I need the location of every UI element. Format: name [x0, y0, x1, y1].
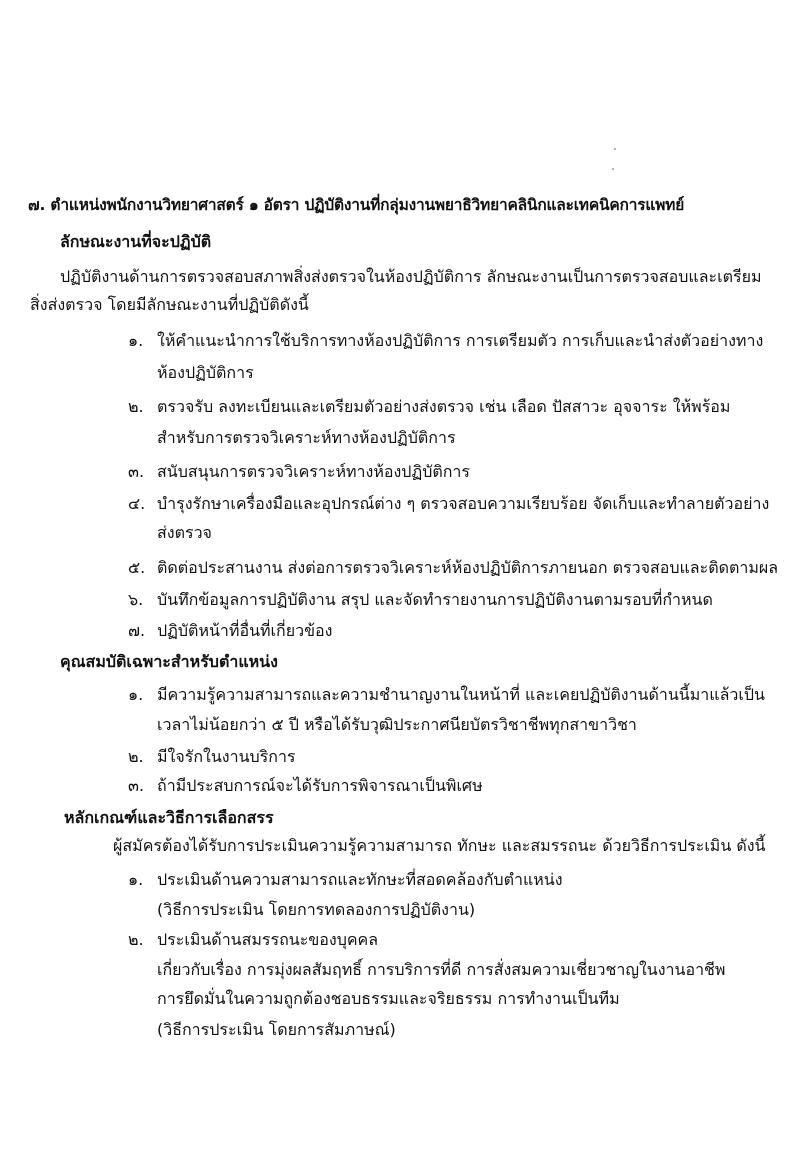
- list-item-cont: เกี่ยวกับเรื่อง การมุ่งผลสัมฤทธิ์ การบริการที่ดี การสั่งสมความเชี่ยวชาญในงานอาชีพ: [157, 960, 726, 979]
- list-item: มีความรู้ความสามารถและความชำนาญงานในหน้าที่ และเคยปฏิบัติงานด้านนี้มาแล้วเป็น: [157, 685, 765, 704]
- job-description-title: ลักษณะงานที่จะปฏิบัติ: [60, 232, 212, 251]
- list-item-number: ๑.: [128, 870, 144, 889]
- job-description-intro: ปฏิบัติงานด้านการตรวจสอบสภาพสิ่งส่งตรวจในห้องปฏิบัติการ ลักษณะงานเป็นการตรวจสอบและเตรียม: [60, 267, 762, 286]
- selection-intro: ผู้สมัครต้องได้รับการประเมินความรู้ความสามารถ ทักษะ และสมรรถนะ ด้วยวิธีการประเมิน ดังนี้: [113, 836, 766, 855]
- list-item: ประเมินด้านความสามารถและทักษะที่สอดคล้องกับตำแหน่ง: [157, 870, 563, 889]
- position-heading: ๗. ตำแหน่งพนักงานวิทยาศาสตร์ ๑ อัตรา ปฏิบัติงานที่กลุ่มงานพยาธิวิทยาคลินิกและเทคนิคการแพทย์: [28, 196, 685, 214]
- list-item-number: ๕.: [128, 558, 146, 577]
- list-item-number: ๗.: [128, 621, 146, 640]
- list-item-number: ๑.: [128, 331, 144, 350]
- list-item-cont: การยึดมั่นในความถูกต้องชอบธรรมและจริยธรรม การทำงานเป็นทีม: [157, 989, 620, 1008]
- list-item-number: ๓.: [128, 776, 145, 795]
- list-item-number: ๑.: [128, 685, 144, 704]
- list-item: ตรวจรับ ลงทะเบียนและเตรียมตัวอย่างส่งตรวจ เช่น เลือด ปัสสาวะ อุจจาระ ให้พร้อม: [157, 397, 731, 416]
- list-item-cont: ส่งตรวจ: [157, 523, 212, 542]
- list-item-cont: (วิธีการประเมิน โดยการสัมภาษณ์): [157, 1020, 396, 1039]
- list-item-cont: ห้องปฏิบัติการ: [157, 363, 254, 382]
- list-item: ถ้ามีประสบการณ์จะได้รับการพิจารณาเป็นพิเศษ: [157, 776, 483, 795]
- list-item: บันทึกข้อมูลการปฏิบัติงาน สรุป และจัดทำรายงานการปฏิบัติงานตามรอบที่กำหนด: [157, 590, 713, 609]
- list-item-cont: (วิธีการประเมิน โดยการทดลองการปฏิบัติงาน): [157, 900, 476, 919]
- list-item: ติดต่อประสานงาน ส่งต่อการตรวจวิเคราะห์ห้องปฏิบัติการภายนอก ตรวจสอบและติดตามผล: [157, 558, 779, 577]
- qualifications-title: คุณสมบัติเฉพาะสำหรับตำแหน่ง: [60, 652, 278, 671]
- list-item: ปฏิบัติหน้าที่อื่นที่เกี่ยวข้อง: [157, 621, 333, 640]
- scan-speck: [614, 148, 616, 150]
- list-item: สนับสนุนการตรวจวิเคราะห์ทางห้องปฏิบัติการ: [157, 462, 471, 481]
- list-item: มีใจรักในงานบริการ: [157, 747, 296, 766]
- scan-speck: [612, 168, 614, 170]
- list-item-number: ๖.: [128, 590, 144, 609]
- list-item-number: ๒.: [128, 397, 144, 416]
- list-item-number: ๒.: [128, 747, 144, 766]
- list-item-number: ๒.: [128, 930, 144, 949]
- list-item: บำรุงรักษาเครื่องมือและอุปกรณ์ต่าง ๆ ตรวจสอบความเรียบร้อย จัดเก็บและทำลายตัวอย่าง: [157, 494, 770, 513]
- list-item: ประเมินด้านสมรรถนะของบุคคล: [157, 930, 379, 949]
- list-item-number: ๓.: [128, 462, 145, 481]
- list-item-cont: สำหรับการตรวจวิเคราะห์ทางห้องปฏิบัติการ: [157, 428, 456, 447]
- job-description-intro-cont: สิ่งส่งตรวจ โดยมีลักษณะงานที่ปฏิบัติดังนี้: [30, 295, 309, 314]
- list-item: ให้คำแนะนำการใช้บริการทางห้องปฏิบัติการ การเตรียมตัว การเก็บและนำส่งตัวอย่างทาง: [157, 331, 764, 350]
- list-item-number: ๔.: [128, 494, 146, 513]
- list-item-cont: เวลาไม่น้อยกว่า ๕ ปี หรือได้รับวุฒิประกาศนียบัตรวิชาชีพทุกสาขาวิชา: [157, 715, 637, 734]
- selection-title: หลักเกณฑ์และวิธีการเลือกสรร: [64, 808, 274, 827]
